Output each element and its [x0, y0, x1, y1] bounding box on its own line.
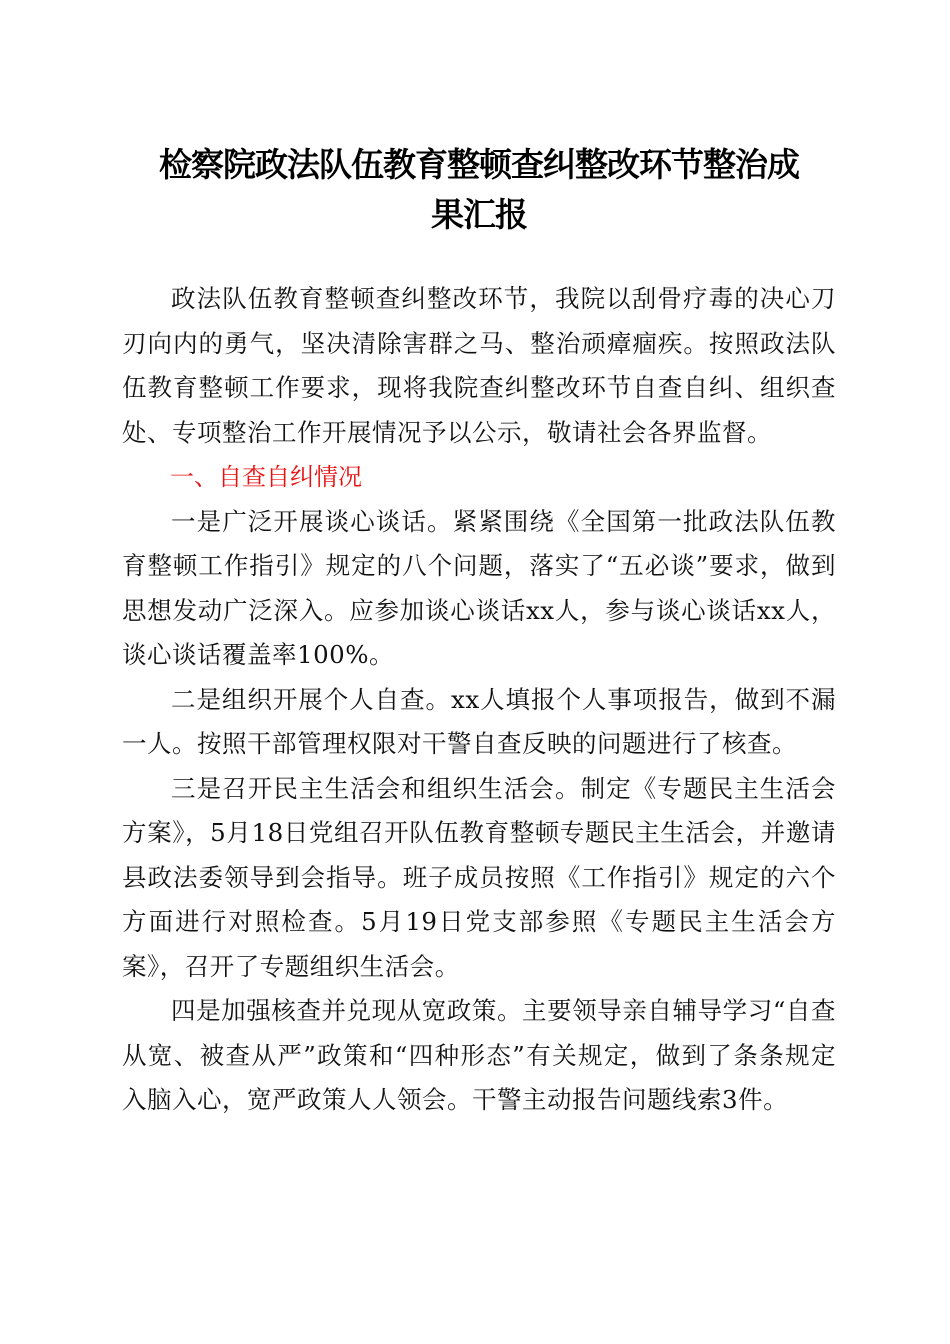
paragraph-leniency-policy: 四是加强核查并兑现从宽政策。主要领导亲自辅导学习“自查从宽、被查从严”政策和“四种形态”有关规定，做到了条条规定入脑入心，宽严政策人人领会。干警主动报告问题线索3件。: [122, 996, 836, 1114]
document-body: [122, 277, 836, 1123]
paragraph-personal-self-check: 二是组织开展个人自查。xx人填报个人事项报告，做到不漏一人。按照干部管理权限对干警自查反映的问题进行了核查。: [122, 684, 836, 758]
title-line-2: 果汇报: [431, 195, 527, 234]
paragraph-democratic-life-meeting: 三是召开民主生活会和组织生活会。制定《专题民主生活会方案》，5月18日党组召开队伍教育整顿专题民主生活会，并邀请县政法委领导到会指导。班子成员按照《工作指引》规定的六个方面进行对照检查。5月19日党支部参照《专题民主生活会方案》，召开了专题组织生活会。: [122, 773, 836, 981]
title-line-1: 检察院政法队伍教育整顿查纠整改环节整治成: [159, 145, 799, 184]
section-heading-self-inspection: 一、自查自纠情况: [170, 463, 362, 491]
intro-paragraph: 政法队伍教育整顿查纠整改环节，我院以刮骨疗毒的决心刀刃向内的勇气，坚决清除害群之马、整治顽瘴痼疾。按照政法队伍教育整顿工作要求，现将我院查纠整改环节自查自纠、组织查处、专项整治工作开展情况予以公示，敬请社会各界监督。: [122, 284, 836, 447]
document-page: [122, 140, 836, 1123]
paragraph-heart-to-heart-talks: 一是广泛开展谈心谈话。紧紧围绕《全国第一批政法队伍教育整顿工作指引》规定的八个问题，落实了“五必谈”要求，做到思想发动广泛深入。应参加谈心谈话xx人，参与谈心谈话xx人，谈心谈话覆盖率100%。: [122, 506, 836, 669]
document-title: [122, 140, 836, 240]
